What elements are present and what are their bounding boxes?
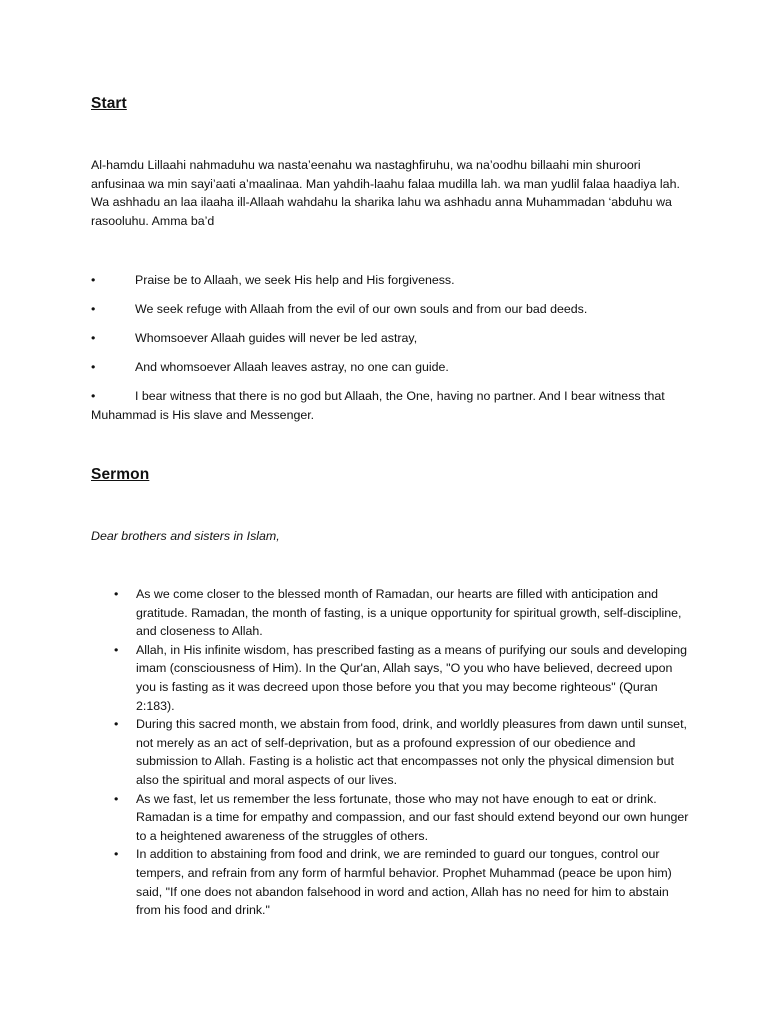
list-item-text: As we come closer to the blessed month of Ramadan, our hearts are filled with anticipation and gratitude. Ramadan, the month of fasting, is a unique opportunity for spiritual growth, self-discipline, and closeness to Allah. bbox=[136, 587, 682, 639]
bullet-symbol: • bbox=[114, 642, 119, 657]
bullet-symbol: • bbox=[114, 791, 119, 806]
bullet-symbol: • bbox=[114, 847, 119, 862]
bullet-symbol: • bbox=[114, 717, 119, 732]
list-item-text: During this sacred month, we abstain from food, drink, and worldly pleasures from dawn until sunset, not merely as an act of self-deprivation, but as a profound expression of our obedience and submission to Allah. Fasting is a holistic act that encompasses not only the physical dimension but also the spiritual and moral aspects of our lives. bbox=[136, 717, 687, 787]
bullet-symbol: • bbox=[114, 587, 119, 601]
opening-bullet-item bbox=[91, 329, 681, 348]
bullet-text: Praise be to Allaah, we seek His help and His forgiveness. bbox=[135, 273, 455, 287]
sermon-points-list bbox=[91, 585, 691, 920]
bullet-symbol: • bbox=[91, 360, 96, 374]
bullet-text: We seek refuge with Allaah from the evil of our own souls and from our bad deeds. bbox=[135, 302, 588, 316]
list-item bbox=[91, 585, 691, 641]
list-item-text: As we fast, let us remember the less fortunate, those who may not have enough to eat or drink. Ramadan is a time for empathy and compassion, and our fast should extend beyond our own hunger to a heightened awareness of the struggles of others. bbox=[136, 791, 689, 843]
list-item bbox=[91, 845, 691, 919]
opening-bullet-item bbox=[91, 271, 681, 290]
bullet-text: I bear witness that there is no god but Allaah, the One, having no partner. And I bear witness that Muhammad is His slave and Messenger. bbox=[91, 389, 665, 422]
start-heading: Start bbox=[91, 95, 127, 112]
sermon-heading: Sermon bbox=[91, 466, 150, 483]
opening-bullet-item bbox=[91, 387, 681, 424]
bullet-text: Whomsoever Allaah guides will never be led astray, bbox=[135, 331, 418, 345]
sermon-greeting: Dear brothers and sisters in Islam, bbox=[91, 529, 280, 543]
list-item-text: Allah, in His infinite wisdom, has prescribed fasting as a means of purifying our souls and developing imam (consciousness of Him). In the Qur'an, Allah says, "O you who have believed, decreed upon you is fasting as it was decreed upon those before you that you may become righteous" (Quran 2:183). bbox=[136, 642, 687, 713]
bullet-symbol: • bbox=[91, 302, 96, 316]
bullet-symbol: • bbox=[91, 273, 96, 287]
list-item bbox=[91, 715, 691, 789]
bullet-symbol: • bbox=[91, 331, 96, 345]
list-item-text: In addition to abstaining from food and drink, we are reminded to guard our tongues, control our tempers, and refrain from any form of harmful behavior. Prophet Muhammad (peace be upon him) said, "If one does not abandon falsehood in word and action, Allah has no need for him to abstain from his food and drink." bbox=[136, 847, 672, 918]
list-item bbox=[91, 641, 691, 715]
arabic-opening-paragraph: Al-hamdu Lillaahi nahmaduhu wa nasta’eenahu wa nastaghfiruhu, wa na’oodhu billaahi min shuroori anfusinaa wa min sayi’aati a’maalinaa. Man yahdih-laahu falaa mudilla lah. wa man yudlil falaa haadiya lah. Wa ashhadu an laa ilaaha ill-Allaah wahdahu la sharika lahu wa ashhadu anna Muhammadan ‘abduhu wa rasooluhu. Amma ba’d bbox=[91, 158, 680, 229]
bullet-text: And whomsoever Allaah leaves astray, no one can guide. bbox=[135, 360, 449, 374]
bullet-symbol: • bbox=[91, 389, 96, 403]
list-item bbox=[91, 790, 691, 846]
opening-bullet-item bbox=[91, 358, 681, 377]
opening-bullet-item bbox=[91, 300, 681, 319]
